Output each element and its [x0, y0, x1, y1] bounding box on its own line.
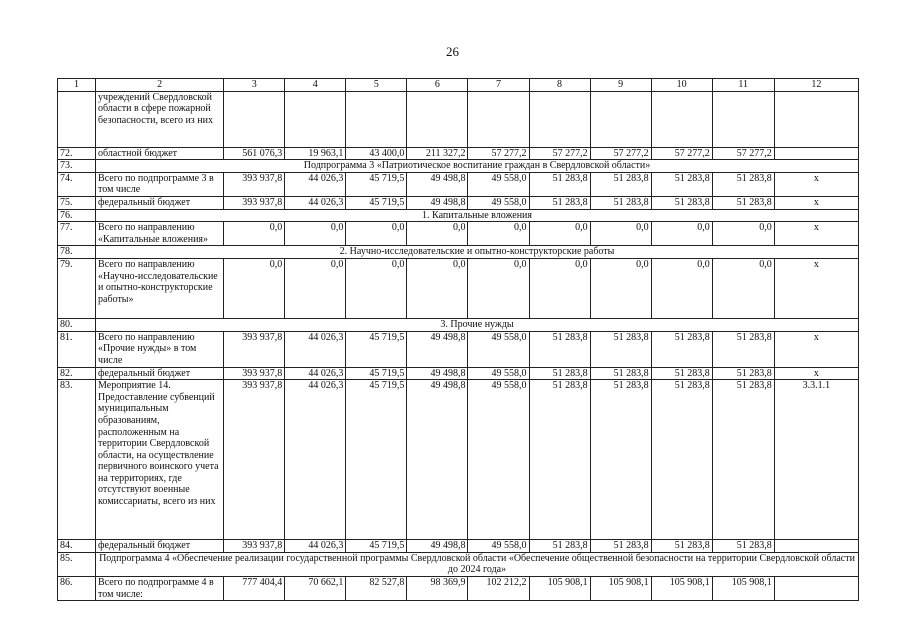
value-cell: 105 908,1	[712, 576, 774, 600]
row-name: федеральный бюджет	[96, 367, 224, 380]
value-cell: 0,0	[407, 258, 468, 318]
value-cell: 393 937,8	[224, 172, 285, 196]
value-cell: 51 283,8	[529, 380, 590, 540]
code-cell: 3.3.1.1	[774, 380, 858, 540]
value-cell	[529, 91, 590, 147]
code-cell	[774, 91, 858, 147]
row-number: 78.	[58, 246, 96, 259]
header-cell: 7	[468, 79, 529, 92]
value-cell: 49 558,0	[468, 172, 529, 196]
value-cell: 51 283,8	[590, 172, 651, 196]
value-cell: 49 498,8	[407, 380, 468, 540]
value-cell: 0,0	[285, 222, 346, 246]
header-cell: 1	[58, 79, 96, 92]
value-cell: 0,0	[529, 222, 590, 246]
value-cell: 393 937,8	[224, 540, 285, 553]
table-header-row	[58, 79, 859, 92]
row-name: федеральный бюджет	[96, 540, 224, 553]
value-cell: 51 283,8	[712, 367, 774, 380]
value-cell: 51 283,8	[712, 172, 774, 196]
value-cell: 70 662,1	[285, 576, 346, 600]
value-cell: 49 498,8	[407, 196, 468, 209]
row-name: областной бюджет	[96, 147, 224, 160]
value-cell: 51 283,8	[651, 380, 712, 540]
value-cell: 51 283,8	[529, 367, 590, 380]
table-row	[58, 331, 859, 367]
row-number: 84.	[58, 540, 96, 553]
value-cell: 51 283,8	[712, 380, 774, 540]
table-row	[58, 196, 859, 209]
value-cell: 44 026,3	[285, 380, 346, 540]
row-number: 75.	[58, 196, 96, 209]
section-title: Подпрограмма 3 «Патриотическое воспитание граждан в Свердловской области»	[96, 160, 859, 173]
row-number: 73.	[58, 160, 96, 173]
value-cell: 0,0	[590, 222, 651, 246]
value-cell	[468, 91, 529, 147]
value-cell	[712, 91, 774, 147]
value-cell: 57 277,2	[590, 147, 651, 160]
value-cell: 51 283,8	[590, 331, 651, 367]
value-cell: 51 283,8	[651, 331, 712, 367]
value-cell: 0,0	[346, 222, 407, 246]
row-name: учреждений Свердловской области в сфере пожарной безопасности, всего из них	[96, 91, 224, 147]
row-number: 77.	[58, 222, 96, 246]
value-cell: 0,0	[529, 258, 590, 318]
value-cell: 49 498,8	[407, 331, 468, 367]
value-cell: 0,0	[407, 222, 468, 246]
value-cell	[651, 91, 712, 147]
value-cell: 45 719,5	[346, 540, 407, 553]
value-cell: 393 937,8	[224, 196, 285, 209]
row-number: 82.	[58, 367, 96, 380]
value-cell: 44 026,3	[285, 540, 346, 553]
row-number: 81.	[58, 331, 96, 367]
value-cell: 49 558,0	[468, 196, 529, 209]
code-cell: x	[774, 367, 858, 380]
header-cell: 12	[774, 79, 858, 92]
section-title: 3. Прочие нужды	[96, 318, 859, 331]
section-title: Подпрограмма 4 «Обеспечение реализации государственной программы Свердловской области «Обеспечение общественной безопасности на территории Свердловской области до 2024 года»	[96, 552, 859, 576]
code-cell	[774, 540, 858, 553]
value-cell: 45 719,5	[346, 172, 407, 196]
value-cell: 44 026,3	[285, 196, 346, 209]
section-row	[58, 209, 859, 222]
value-cell	[590, 91, 651, 147]
value-cell	[224, 91, 285, 147]
value-cell: 51 283,8	[529, 196, 590, 209]
value-cell: 51 283,8	[651, 367, 712, 380]
value-cell: 51 283,8	[529, 540, 590, 553]
value-cell: 44 026,3	[285, 172, 346, 196]
value-cell: 0,0	[468, 222, 529, 246]
table-row	[58, 258, 859, 318]
row-name: Мероприятие 14. Предоставление субвенций муниципальным образованиям, расположенным на территории Свердловской области, на осуществление первичного воинского учета на территориях, где отсутствуют военные комиссариаты, всего из них	[96, 380, 224, 540]
value-cell: 51 283,8	[712, 331, 774, 367]
value-cell: 49 558,0	[468, 331, 529, 367]
value-cell	[285, 91, 346, 147]
value-cell: 0,0	[712, 222, 774, 246]
value-cell	[346, 91, 407, 147]
value-cell: 49 498,8	[407, 540, 468, 553]
value-cell: 393 937,8	[224, 380, 285, 540]
row-number: 85.	[58, 552, 96, 576]
value-cell: 0,0	[285, 258, 346, 318]
row-number: 83.	[58, 380, 96, 540]
section-row	[58, 318, 859, 331]
value-cell: 51 283,8	[651, 196, 712, 209]
page-number: 26	[446, 44, 459, 59]
value-cell: 0,0	[468, 258, 529, 318]
value-cell: 45 719,5	[346, 331, 407, 367]
value-cell: 0,0	[712, 258, 774, 318]
section-row	[58, 246, 859, 259]
value-cell: 51 283,8	[529, 331, 590, 367]
row-number: 72.	[58, 147, 96, 160]
table-row	[58, 172, 859, 196]
row-name: Всего по подпрограмме 4 в том числе:	[96, 576, 224, 600]
value-cell: 57 277,2	[529, 147, 590, 160]
value-cell: 51 283,8	[590, 196, 651, 209]
header-cell: 4	[285, 79, 346, 92]
code-cell: x	[774, 172, 858, 196]
table-row	[58, 367, 859, 380]
value-cell: 51 283,8	[590, 367, 651, 380]
value-cell: 49 498,8	[407, 172, 468, 196]
row-number: 76.	[58, 209, 96, 222]
row-name: Всего по подпрограмме 3 в том числе	[96, 172, 224, 196]
value-cell: 49 558,0	[468, 367, 529, 380]
row-number: 79.	[58, 258, 96, 318]
row-number: 86.	[58, 576, 96, 600]
value-cell: 0,0	[590, 258, 651, 318]
value-cell: 0,0	[224, 222, 285, 246]
table-row	[58, 147, 859, 160]
section-row	[58, 160, 859, 173]
header-cell: 6	[407, 79, 468, 92]
value-cell: 393 937,8	[224, 367, 285, 380]
value-cell: 51 283,8	[529, 172, 590, 196]
row-name: Всего по направлению «Прочие нужды» в том числе	[96, 331, 224, 367]
value-cell: 211 327,2	[407, 147, 468, 160]
row-number	[58, 91, 96, 147]
budget-table	[57, 78, 859, 601]
value-cell: 102 212,2	[468, 576, 529, 600]
value-cell: 0,0	[346, 258, 407, 318]
value-cell: 51 283,8	[651, 172, 712, 196]
table-row	[58, 540, 859, 553]
value-cell: 44 026,3	[285, 367, 346, 380]
code-cell	[774, 576, 858, 600]
value-cell: 777 404,4	[224, 576, 285, 600]
value-cell: 105 908,1	[529, 576, 590, 600]
header-cell: 2	[96, 79, 224, 92]
value-cell: 105 908,1	[651, 576, 712, 600]
code-cell: x	[774, 331, 858, 367]
table-body	[58, 79, 859, 601]
section-title: 1. Капитальные вложения	[96, 209, 859, 222]
value-cell: 19 963,1	[285, 147, 346, 160]
value-cell: 43 400,0	[346, 147, 407, 160]
value-cell: 49 558,0	[468, 380, 529, 540]
value-cell: 105 908,1	[590, 576, 651, 600]
header-cell: 3	[224, 79, 285, 92]
code-cell: x	[774, 258, 858, 318]
value-cell: 561 076,3	[224, 147, 285, 160]
value-cell: 51 283,8	[712, 196, 774, 209]
row-name: Всего по направлению «Научно-исследовательские и опытно-конструкторские работы»	[96, 258, 224, 318]
row-number: 74.	[58, 172, 96, 196]
value-cell: 82 527,8	[346, 576, 407, 600]
row-name: федеральный бюджет	[96, 196, 224, 209]
value-cell	[407, 91, 468, 147]
code-cell: x	[774, 222, 858, 246]
header-cell: 5	[346, 79, 407, 92]
section-row	[58, 552, 859, 576]
table-row	[58, 576, 859, 600]
value-cell: 49 498,8	[407, 367, 468, 380]
value-cell: 0,0	[224, 258, 285, 318]
value-cell: 57 277,2	[468, 147, 529, 160]
header-cell: 11	[712, 79, 774, 92]
value-cell: 57 277,2	[651, 147, 712, 160]
value-cell: 57 277,2	[712, 147, 774, 160]
row-number: 80.	[58, 318, 96, 331]
table-row	[58, 222, 859, 246]
code-cell: x	[774, 196, 858, 209]
value-cell: 51 283,8	[712, 540, 774, 553]
section-title: 2. Научно-исследовательские и опытно-конструкторские работы	[96, 246, 859, 259]
value-cell: 51 283,8	[590, 380, 651, 540]
value-cell: 98 369,9	[407, 576, 468, 600]
value-cell: 51 283,8	[651, 540, 712, 553]
value-cell: 0,0	[651, 222, 712, 246]
header-cell: 8	[529, 79, 590, 92]
table-row	[58, 91, 859, 147]
value-cell: 0,0	[651, 258, 712, 318]
value-cell: 49 558,0	[468, 540, 529, 553]
value-cell: 45 719,5	[346, 367, 407, 380]
value-cell: 44 026,3	[285, 331, 346, 367]
header-cell: 9	[590, 79, 651, 92]
value-cell: 45 719,5	[346, 380, 407, 540]
row-name: Всего по направлению «Капитальные вложения»	[96, 222, 224, 246]
code-cell	[774, 147, 858, 160]
table-row	[58, 380, 859, 540]
header-cell: 10	[651, 79, 712, 92]
value-cell: 51 283,8	[590, 540, 651, 553]
value-cell: 393 937,8	[224, 331, 285, 367]
value-cell: 45 719,5	[346, 196, 407, 209]
